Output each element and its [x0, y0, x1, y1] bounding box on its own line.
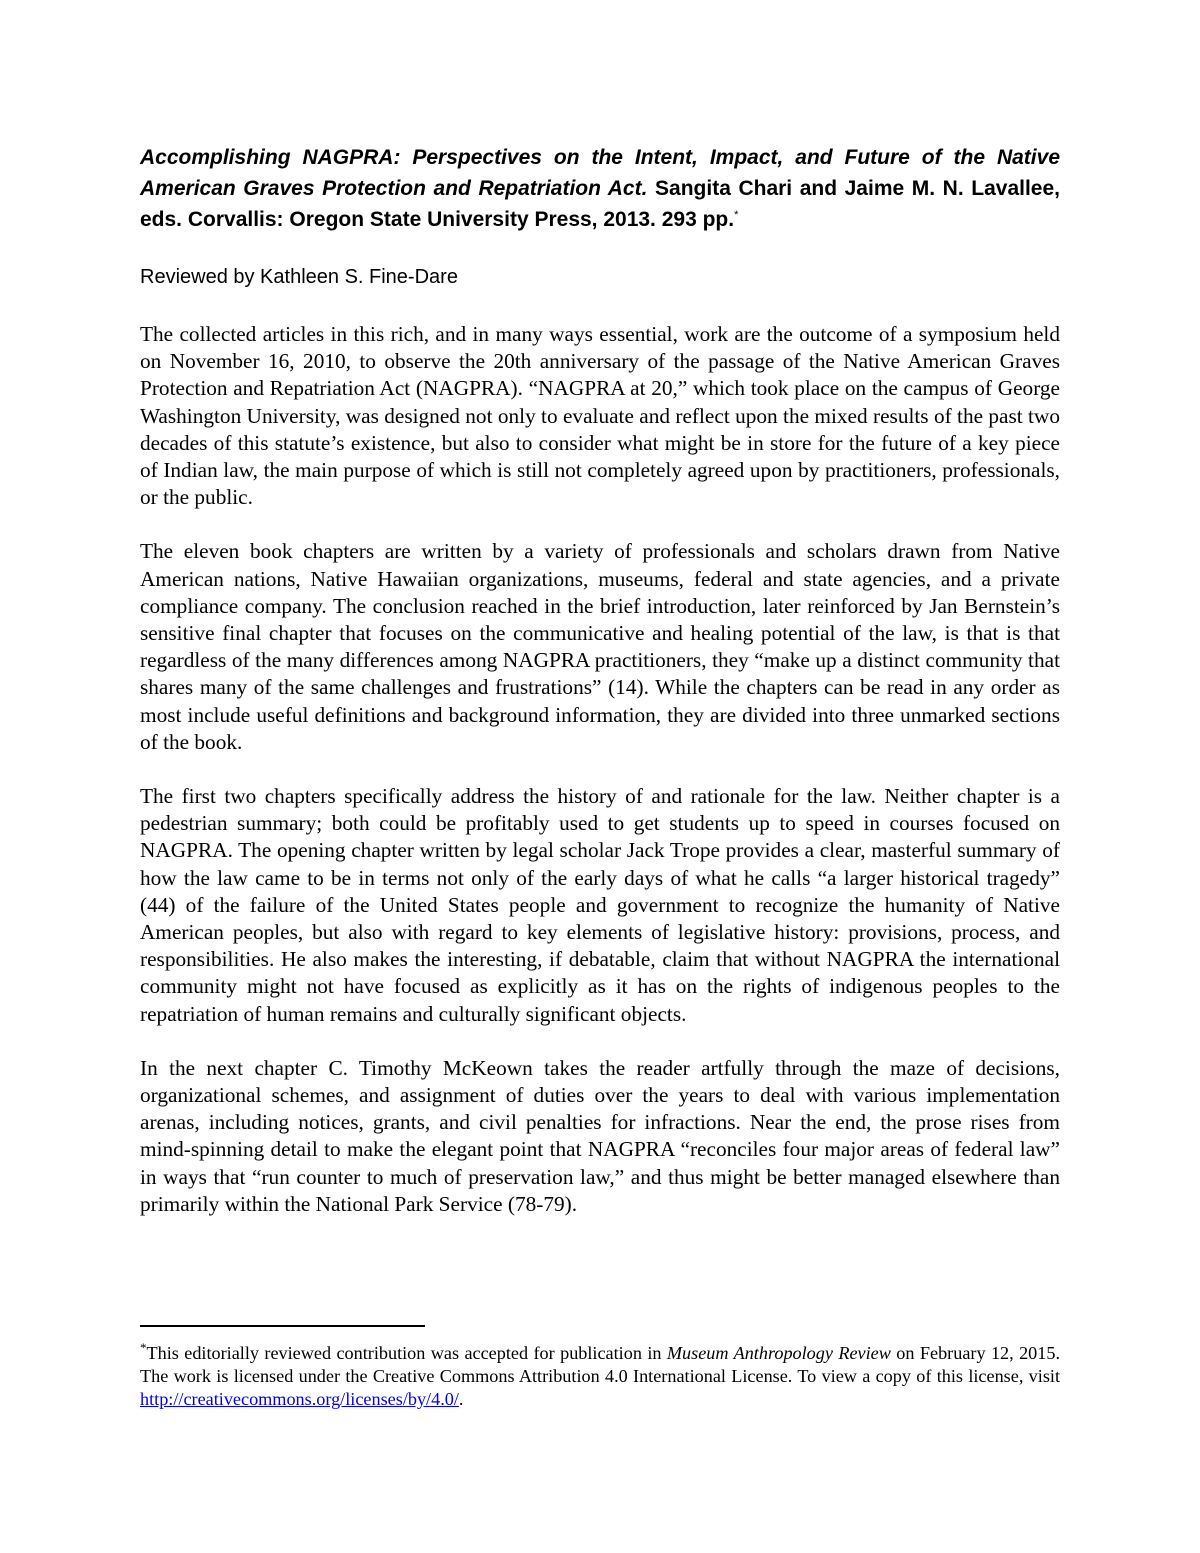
body-paragraph-1: The collected articles in this rich, and in many ways essential, work are the outcome of a symposium held on November 16, 2010, to observe the 20th anniversary of the passage of the Native American Graves Protection and Repatriation Act (NAGPRA). “NAGPRA at 20,” which took place on the campus of George Washington University, was designed not only to evaluate and reflect upon the mixed results of the past two decades of this statute’s existence, but also to consider what might be in store for the future of a key piece of Indian law, the main purpose of which is still not completely agreed upon by practitioners, professionals, or the public. — [140, 322, 1060, 510]
footnote-reference[interactable]: * — [734, 209, 739, 221]
footnote-marker: * — [140, 1339, 147, 1355]
license-link[interactable]: http://creativecommons.org/licenses/by/4.0/ — [140, 1389, 459, 1409]
footnote-text-middle: on February 12, 2015. The work is licensed under the Creative Commons Attribution 4.0 International License. To view a copy of this license, visit — [140, 1343, 1061, 1386]
reviewer-line: Reviewed by Kathleen S. Fine-Dare — [140, 266, 458, 288]
body-paragraph-4: In the next chapter C. Timothy McKeown takes the reader artfully through the maze of decisions, organizational schemes, and assignment of duties over the years to deal with various implementation arenas, including notices, grants, and civil penalties for infractions. Near the end, the prose rises from mind-spinning detail to make the elegant point that NAGPRA “reconciles four major areas of federal law” in ways that “run counter to much of preservation law,” and thus might be better managed elsewhere than primarily within the National Park Service (78-79). — [140, 1055, 1060, 1216]
footnote-text-start: This editorially reviewed contribution was accepted for publication in — [146, 1343, 667, 1363]
book-title: Accomplishing NAGPRA: Perspectives on the Intent, Impact, and Future of the Native American Graves Protection and Repatriation Act. — [140, 146, 1060, 200]
book-publication-details: Sangita Chari and Jaime M. N. Lavallee, eds. Corvallis: Oregon State University Press, 2013. 293 pp. — [140, 177, 1060, 231]
footnote — [140, 1339, 1061, 1411]
body-paragraph-3: The first two chapters specifically address the history of and rationale for the law. Neither chapter is a pedestrian summary; both could be profitably used to get students up to speed in courses focused on NAGPRA. The opening chapter written by legal scholar Jack Trope provides a clear, masterful summary of how the law came to be in terms not only of the early days of what he calls “a larger historical tragedy” (44) of the failure of the United States people and government to recognize the humanity of Native American peoples, but also with regard to key elements of legislative history: provisions, process, and responsibilities. He also makes the interesting, if debatable, claim that without NAGPRA the international community might not have focused as explicitly as it has on the rights of indigenous peoples to the repatriation of human remains and culturally significant objects. — [140, 784, 1060, 1026]
journal-name: Museum Anthropology Review — [666, 1343, 891, 1363]
footnote-end: . — [458, 1389, 464, 1409]
footnote-separator — [140, 1325, 425, 1327]
book-citation — [140, 142, 1060, 235]
body-paragraph-2: The eleven book chapters are written by a variety of professionals and scholars drawn from Native American nations, Native Hawaiian organizations, museums, federal and state agencies, and a private compliance company. The conclusion reached in the brief introduction, later reinforced by Jan Bernstein’s sensitive final chapter that focuses on the communicative and healing potential of the law, is that is that regardless of the many differences among NAGPRA practitioners, they “make up a distinct community that shares many of the same challenges and frustrations” (14). While the chapters can be read in any order as most include useful definitions and background information, they are divided into three unmarked sections of the book. — [140, 539, 1060, 754]
main-content — [140, 142, 1060, 1245]
